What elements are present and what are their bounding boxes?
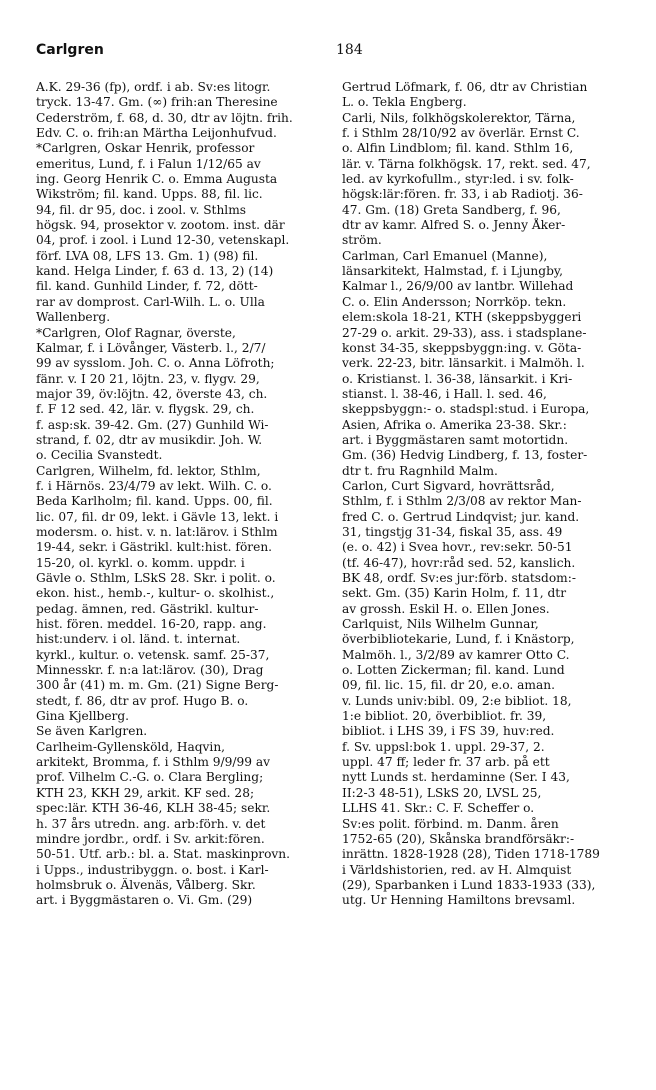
text-line: C. o. Elin Andersson; Norrköp. tekn.	[342, 294, 567, 309]
text-line: (e. o. 42) i Svea hovr., rev:sekr. 50-51	[342, 540, 573, 555]
text-line: Malmöh. l., 3/2/89 av kamrer Otto C.	[342, 647, 570, 662]
text-line: Carlquist, Nils Wilhelm Gunnar,	[342, 617, 539, 632]
text-line: o. Lotten Zickerman; fil. kand. Lund	[342, 663, 565, 678]
right-column	[342, 80, 632, 909]
text-line: 1752-65 (20), Skånska brandförsäkr:-	[342, 831, 575, 846]
text-line: Sv:es polit. förbind. m. Danm. åren	[342, 816, 559, 831]
text-line: Minnesskr. f. n:a lat:lärov. (30), Drag	[36, 663, 264, 678]
text-line: 09, fil. lic. 15, fil. dr 20, e.o. aman.	[342, 678, 555, 693]
text-line: v. Lunds univ:bibl. 09, 2:e bibliot. 18,	[342, 693, 572, 708]
text-line: stianst. l. 38-46, i Hall. l. sed. 46,	[342, 386, 547, 401]
text-line: (29), Sparbanken i Lund 1833-1933 (33),	[342, 877, 596, 892]
text-line: o. Kristianst. l. 36-38, länsarkit. i Kri-	[342, 371, 573, 386]
running-head: Carlgren	[36, 42, 104, 58]
text-line: f. asp:sk. 39-42. Gm. (27) Gunhild Wi-	[36, 417, 269, 432]
text-line: Beda Karlholm; fil. kand. Upps. 00, fil.	[36, 494, 273, 509]
text-line: inrättn. 1828-1928 (28), Tiden 1718-1789	[342, 847, 600, 862]
text-line: Wikström; fil. kand. Upps. 88, fil. lic.	[36, 187, 263, 202]
text-line: nytt Lunds st. herdaminne (Ser. I 43,	[342, 770, 570, 785]
text-line: f. Sv. uppsl:bok 1. uppl. 29-37, 2.	[342, 739, 545, 754]
text-line: 94, fil. dr 95, doc. i zool. v. Sthlms	[36, 202, 247, 217]
text-line: 99 av sysslom. Joh. C. o. Anna Löfroth;	[36, 356, 275, 371]
text-line: Carli, Nils, folkhögskolerektor, Tärna,	[342, 110, 576, 125]
text-line: kand. Helga Linder, f. 63 d. 13, 2) (14)	[36, 264, 274, 279]
text-line: elem:skola 18-21, KTH (skeppsbyggeri	[342, 310, 582, 325]
text-line: modersm. o. hist. v. n. lat:lärov. i Sthlm	[36, 524, 278, 539]
text-line: i Världshistorien, red. av H. Almquist	[342, 862, 572, 877]
text-line: överbibliotekarie, Lund, f. i Knästorp,	[342, 632, 575, 647]
text-line: spec:lär. KTH 36-46, KLH 38-45; sekr.	[36, 801, 271, 816]
text-line: ing. Georg Henrik C. o. Emma Augusta	[36, 172, 278, 187]
text-line: emeritus, Lund, f. i Falun 1/12/65 av	[36, 156, 261, 171]
text-line: lär. v. Tärna folkhögsk. 17, rekt. sed. 47,	[342, 156, 591, 171]
text-line: förf. LVA 08, LFS 13. Gm. 1) (98) fil.	[36, 248, 259, 263]
text-line: f. i Sthlm 28/10/92 av överlär. Ernst C.	[342, 126, 580, 141]
text-line: 47. Gm. (18) Greta Sandberg, f. 96,	[342, 202, 561, 217]
text-line: uppl. 47 ff; leder fr. 37 arb. på ett	[342, 755, 550, 770]
text-line: verk. 22-23, bitr. länsarkit. i Malmöh. l.	[342, 356, 585, 371]
text-line: II:2-3 48-51), LSkS 20, LVSL 25,	[342, 785, 542, 800]
text-line: 04, prof. i zool. i Lund 12-30, vetenskapl.	[36, 233, 290, 248]
text-line: sekt. Gm. (35) Karin Holm, f. 11, dtr	[342, 586, 567, 601]
text-line: konst 34-35, skeppsbyggn:ing. v. Göta-	[342, 340, 582, 355]
text-line: 19-44, sekr. i Gästrikl. kult:hist. fören.	[36, 540, 273, 555]
text-line: kyrkl., kultur. o. vetensk. samf. 25-37,	[36, 647, 270, 662]
text-line: Carlon, Curt Sigvard, hovrättsråd,	[342, 478, 555, 493]
text-line: Gävle o. Sthlm, LSkS 28. Skr. i polit. o.	[36, 571, 276, 585]
text-line: dtr t. fru Ragnhild Malm.	[342, 463, 498, 478]
text-line: BK 48, ordf. Sv:es jur:förb. statsdom:-	[342, 571, 576, 585]
text-line: A.K. 29-36 (fp), ordf. i ab. Sv:es litogr.	[36, 80, 271, 94]
text-line: art. i Byggmästaren o. Vi. Gm. (29)	[36, 893, 253, 908]
text-line: fred C. o. Gertrud Lindqvist; jur. kand.	[342, 509, 580, 524]
text-line: Sthlm, f. i Sthlm 2/3/08 av rektor Man-	[342, 494, 582, 509]
text-line: 31, tingstjg 31-34, fiskal 35, ass. 49	[342, 524, 563, 539]
text-line: högsk:lär:fören. fr. 33, i ab Radiotj. 36-	[342, 187, 583, 202]
text-line: Wallenberg.	[36, 310, 111, 325]
text-line: Cederström, f. 68, d. 30, dtr av löjtn. frih.	[36, 110, 293, 125]
text-line: Kalmar, f. i Lövånger, Västerb. l., 2/7/	[36, 340, 266, 355]
text-line: Carlheim-Gyllensköld, Haqvin,	[36, 739, 226, 754]
text-line: skeppsbyggn:- o. stadspl:stud. i Europa,	[342, 402, 590, 417]
text-line: hist:underv. i ol. länd. t. internat.	[36, 632, 241, 647]
text-line: fänr. v. I 20 21, löjtn. 23, v. flygv. 29,	[36, 371, 260, 386]
text-line: tryck. 13-47. Gm. (∞) frih:an Theresine	[36, 95, 278, 110]
text-line: länsarkitekt, Halmstad, f. i Ljungby,	[342, 264, 564, 279]
text-line: o. Alfin Lindblom; fil. kand. Sthlm 16,	[342, 141, 574, 156]
text-line: stedt, f. 86, dtr av prof. Hugo B. o.	[36, 693, 249, 708]
text-line: 50-51. Utf. arb.: bl. a. Stat. maskinprovn.	[36, 847, 291, 862]
text-line: f. i Härnös. 23/4/79 av lekt. Wilh. C. o.	[36, 478, 272, 493]
left-column	[36, 80, 330, 909]
text-line: hist. fören. meddel. 16-20, rapp. ang.	[36, 617, 267, 632]
text-line: Carlman, Carl Emanuel (Manne),	[342, 248, 548, 263]
text-line: 15-20, ol. kyrkl. o. komm. uppdr. i	[36, 555, 245, 570]
text-line: utg. Ur Henning Hamiltons brevsaml.	[342, 893, 576, 908]
text-line: bibliot. i LHS 39, i FS 39, huv:red.	[342, 724, 555, 739]
text-line: art. i Byggmästaren samt motortidn.	[342, 432, 569, 447]
text-line: Gm. (36) Hedvig Lindberg, f. 13, foster-	[342, 448, 588, 463]
text-line: *Carlgren, Oskar Henrik, professor	[36, 141, 255, 156]
text-line: Kalmar l., 26/9/00 av lantbr. Willehad	[342, 279, 574, 294]
text-line: arkitekt, Bromma, f. i Sthlm 9/9/99 av	[36, 755, 271, 770]
text-line: f. F 12 sed. 42, lär. v. flygsk. 29, ch.	[36, 402, 255, 417]
text-line: lic. 07, fil. dr 09, lekt. i Gävle 13, lekt. i	[36, 509, 279, 524]
text-line: dtr av kamr. Alfred S. o. Jenny Åker-	[342, 218, 566, 233]
text-line: (tf. 46-47), hovr:råd sed. 52, kanslich.	[342, 555, 576, 570]
page-header	[36, 42, 630, 64]
text-line: Carlgren, Wilhelm, fd. lektor, Sthlm,	[36, 463, 261, 478]
text-line: major 39, öv:löjtn. 42, överste 43, ch.	[36, 386, 268, 401]
text-line: ström.	[342, 233, 382, 248]
text-line: 1:e bibliot. 20, överbibliot. fr. 39,	[342, 709, 547, 724]
text-line: av grossh. Eskil H. o. Ellen Jones.	[342, 601, 550, 616]
page-number: 184	[336, 42, 363, 58]
text-line: Edv. C. o. frih:an Märtha Leijonhufvud.	[36, 126, 277, 141]
text-line: 27-29 o. arkit. 29-33), ass. i stadsplane-	[342, 325, 587, 340]
text-line: Asien, Afrika o. Amerika 23-38. Skr.:	[342, 417, 567, 432]
text-line: fil. kand. Gunhild Linder, f. 72, dött-	[36, 279, 258, 294]
text-line: Se även Karlgren.	[36, 724, 148, 739]
text-line: o. Cecilia Svanstedt.	[36, 448, 163, 463]
text-line: h. 37 års utredn. ang. arb:förh. v. det	[36, 816, 266, 831]
text-line: *Carlgren, Olof Ragnar, överste,	[36, 325, 236, 340]
text-line: rar av domprost. Carl-Wilh. L. o. Ulla	[36, 294, 265, 309]
text-line: 300 år (41) m. m. Gm. (21) Signe Berg-	[36, 678, 279, 693]
text-line: KTH 23, KKH 29, arkit. KF sed. 28;	[36, 785, 255, 800]
text-line: pedag. ämnen, red. Gästrikl. kultur-	[36, 601, 259, 616]
text-line: led. av kyrkofullm., styr:led. i sv. folk-	[342, 172, 574, 187]
text-line: högsk. 94, prosektor v. zootom. inst. där	[36, 218, 285, 233]
text-line: mindre jordbr., ordf. i Sv. arkit:fören.	[36, 831, 265, 846]
text-line: prof. Vilhelm C.-G. o. Clara Bergling;	[36, 770, 264, 785]
text-line: i Upps., industribyggn. o. bost. i Karl-	[36, 862, 269, 877]
text-line: Gertrud Löfmark, f. 06, dtr av Christian	[342, 80, 588, 94]
text-line: L. o. Tekla Engberg.	[342, 95, 467, 110]
text-line: holmsbruk o. Älvenäs, Vålberg. Skr.	[36, 877, 256, 892]
text-line: strand, f. 02, dtr av musikdir. Joh. W.	[36, 432, 263, 447]
text-line: ekon. hist., hemb.-, kultur- o. skolhist.,	[36, 586, 275, 601]
text-line: LLHS 41. Skr.: C. F. Scheffer o.	[342, 801, 535, 816]
text-line: Gina Kjellberg.	[36, 709, 130, 724]
